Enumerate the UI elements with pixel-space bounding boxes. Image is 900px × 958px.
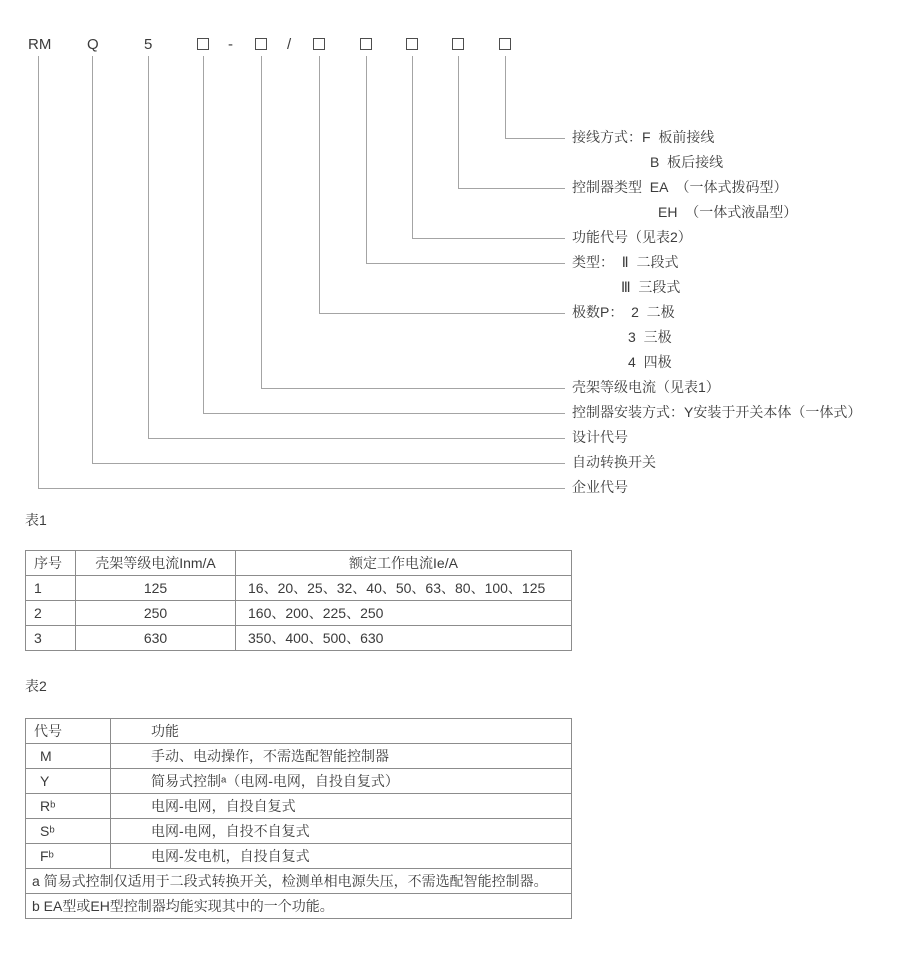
column-header: 功能 bbox=[111, 719, 572, 744]
table-cell: 160、200、225、250 bbox=[236, 601, 572, 626]
connector-line bbox=[458, 188, 565, 189]
column-header: 代号 bbox=[26, 719, 111, 744]
code-placeholder-box bbox=[255, 38, 267, 50]
label-line: 企业代号 bbox=[572, 479, 628, 495]
code-segment-product: Q bbox=[87, 36, 99, 53]
table-cell: M bbox=[26, 744, 111, 769]
connector-line bbox=[261, 56, 262, 388]
label-line: Ⅲ 三段式 bbox=[621, 279, 681, 295]
column-header: 序号 bbox=[26, 551, 76, 576]
code-placeholder-box bbox=[452, 38, 464, 50]
connector-line bbox=[412, 238, 565, 239]
table-row bbox=[26, 844, 572, 869]
label-line: 控制器安装方式：Y安装于开关本体（一体式） bbox=[572, 404, 862, 420]
label-poles bbox=[572, 300, 675, 375]
column-header: 额定工作电流Ie/A bbox=[236, 551, 572, 576]
footnote-row bbox=[26, 869, 572, 894]
label-line: 自动转换开关 bbox=[572, 454, 656, 470]
connector-line bbox=[366, 263, 565, 264]
connector-line bbox=[203, 56, 204, 413]
code-separator-dash: - bbox=[228, 36, 233, 53]
table-cell: 16、20、25、32、40、50、63、80、100、125 bbox=[236, 576, 572, 601]
footnote: a 简易式控制仅适用于二段式转换开关，检测单相电源失压，不需选配智能控制器。 bbox=[26, 869, 572, 894]
label-line: 设计代号 bbox=[572, 429, 628, 445]
table-cell: 250 bbox=[76, 601, 236, 626]
label-line: 功能代号（见表2） bbox=[572, 229, 692, 245]
label-line: 极数P： 2 二极 bbox=[572, 304, 675, 320]
table-row bbox=[26, 601, 572, 626]
table-cell: 2 bbox=[26, 601, 76, 626]
code-placeholder-box bbox=[313, 38, 325, 50]
table-cell: 630 bbox=[76, 626, 236, 651]
label-line: 壳架等级电流（见表1） bbox=[572, 379, 720, 395]
table-cell: 1 bbox=[26, 576, 76, 601]
code-separator-slash: / bbox=[287, 36, 292, 53]
label-controller-type bbox=[572, 175, 797, 225]
connector-line bbox=[38, 56, 39, 488]
label-ats bbox=[572, 450, 656, 475]
connector-line bbox=[148, 56, 149, 438]
label-line: 类型： Ⅱ 二段式 bbox=[572, 254, 679, 270]
label-line: EH （一体式液晶型） bbox=[658, 204, 798, 220]
connector-line bbox=[92, 56, 93, 463]
connector-line bbox=[148, 438, 565, 439]
table1-frame-current bbox=[25, 550, 572, 651]
label-line: 3 三极 bbox=[628, 329, 672, 345]
code-placeholder-box bbox=[360, 38, 372, 50]
code-placeholder-box bbox=[197, 38, 209, 50]
connector-line bbox=[366, 56, 367, 263]
label-line: B 板后接线 bbox=[650, 154, 724, 170]
code-segment-company: RM bbox=[28, 36, 52, 53]
table-cell: Sᵇ bbox=[26, 819, 111, 844]
table-cell: Y bbox=[26, 769, 111, 794]
connector-line bbox=[412, 56, 413, 238]
table-cell: 电网-电网，自投自复式 bbox=[111, 794, 572, 819]
connector-line bbox=[505, 138, 565, 139]
connector-line bbox=[92, 463, 565, 464]
table2-caption: 表2 bbox=[25, 678, 47, 694]
table-row bbox=[26, 626, 572, 651]
footnote: b EA型或EH型控制器均能实现其中的一个功能。 bbox=[26, 894, 572, 919]
label-type bbox=[572, 250, 680, 300]
table-header-row bbox=[26, 551, 572, 576]
table-row bbox=[26, 576, 572, 601]
table-cell: 3 bbox=[26, 626, 76, 651]
label-line: 接线方式：F 板前接线 bbox=[572, 129, 715, 145]
table-cell: Fᵇ bbox=[26, 844, 111, 869]
label-design-code bbox=[572, 425, 628, 450]
connector-line bbox=[458, 56, 459, 188]
table-row bbox=[26, 769, 572, 794]
table-row bbox=[26, 819, 572, 844]
label-company-code bbox=[572, 475, 628, 500]
code-segment-design: 5 bbox=[144, 36, 153, 53]
table-cell: Rᵇ bbox=[26, 794, 111, 819]
connector-line bbox=[203, 413, 565, 414]
label-wiring-method bbox=[572, 125, 723, 175]
table-cell: 电网-发电机，自投自复式 bbox=[111, 844, 572, 869]
connector-line bbox=[261, 388, 565, 389]
footnote-row bbox=[26, 894, 572, 919]
connector-line bbox=[38, 488, 565, 489]
table-header-row bbox=[26, 719, 572, 744]
connector-line bbox=[505, 56, 506, 138]
label-function-code bbox=[572, 225, 692, 250]
column-header: 壳架等级电流Inm/A bbox=[76, 551, 236, 576]
table-cell: 简易式控制ᵃ（电网-电网，自投自复式） bbox=[111, 769, 572, 794]
table-row bbox=[26, 744, 572, 769]
table-cell: 350、400、500、630 bbox=[236, 626, 572, 651]
code-placeholder-box bbox=[406, 38, 418, 50]
table-cell: 电网-电网，自投不自复式 bbox=[111, 819, 572, 844]
table-cell: 手动、电动操作，不需选配智能控制器 bbox=[111, 744, 572, 769]
label-line: 控制器类型 EA （一体式拨码型） bbox=[572, 179, 788, 195]
label-line: 4 四极 bbox=[628, 354, 672, 370]
table2-function-codes bbox=[25, 718, 572, 919]
label-frame-current bbox=[572, 375, 720, 400]
code-placeholder-box bbox=[499, 38, 511, 50]
table1-caption: 表1 bbox=[25, 512, 47, 528]
connector-line bbox=[319, 313, 565, 314]
label-controller-mounting bbox=[572, 400, 861, 425]
table-cell: 125 bbox=[76, 576, 236, 601]
table-row bbox=[26, 794, 572, 819]
connector-line bbox=[319, 56, 320, 313]
